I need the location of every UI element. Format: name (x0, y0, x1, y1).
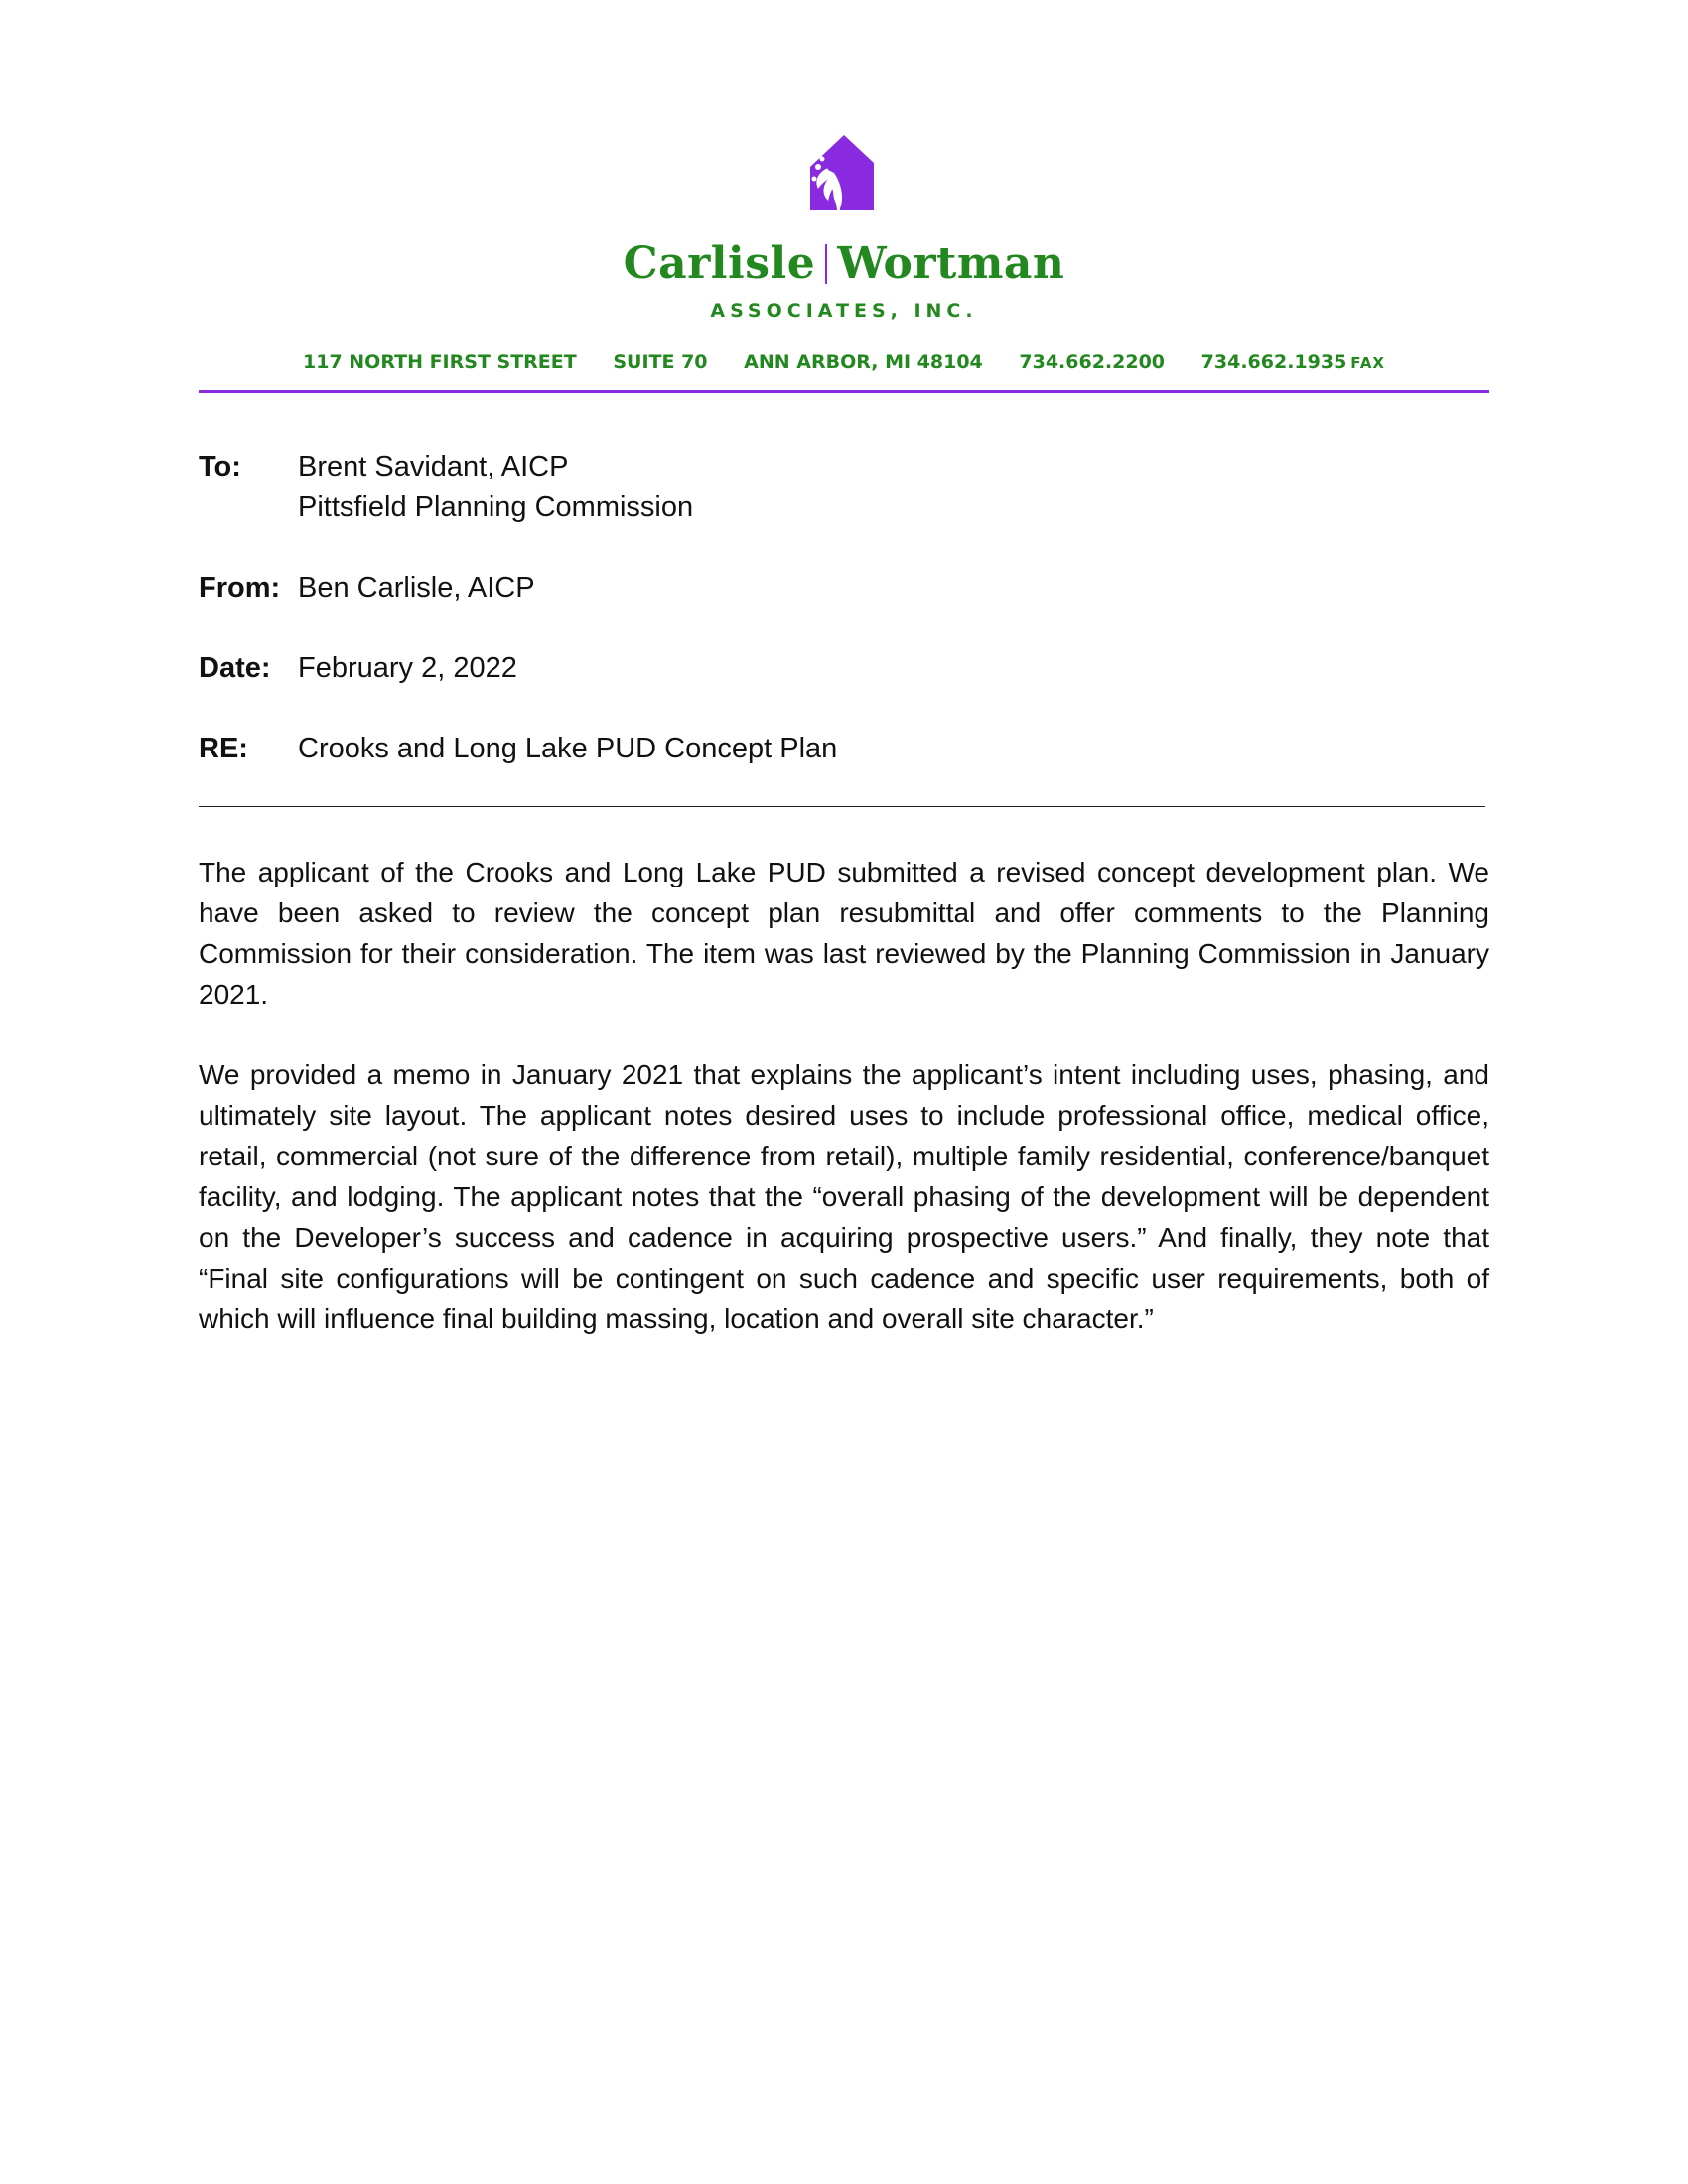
company-name (0, 236, 1688, 292)
memo-re-row (199, 729, 1489, 773)
brand-right: Wortman (837, 238, 1065, 289)
body-paragraph-1: The applicant of the Crooks and Long Lake PUD submitted a revised concept development plan. We have been asked to review the concept plan resubmittal and offer comments to the Planning Commission for their consideration. The item was last reviewed by the Planning Commission in January 2021. (199, 857, 1489, 1010)
memo-date-value: February 2, 2022 (298, 652, 517, 684)
fax-number: 734.662.1935 (1200, 351, 1347, 373)
memo-to-recipient: Brent Savidant, AICP (298, 451, 569, 482)
address-city: ANN ARBOR, MI 48104 (744, 351, 983, 373)
memo-to-row (199, 447, 1489, 536)
memo-date-row (199, 648, 1489, 693)
company-address (199, 351, 1489, 373)
memo-to-organization: Pittsfield Planning Commission (298, 491, 694, 523)
address-street: 117 NORTH FIRST STREET (303, 351, 577, 373)
address-suite: SUITE 70 (613, 351, 708, 373)
memo-from-row (199, 568, 1489, 613)
memo-re-label: RE: (199, 733, 248, 764)
house-leaf-icon (804, 133, 876, 224)
brand-separator (825, 244, 827, 284)
memo-from-label: From: (199, 572, 281, 604)
memo-to-label: To: (199, 451, 241, 482)
brand-left: Carlisle (623, 238, 816, 289)
memo-date-label: Date: (199, 652, 271, 684)
letterhead-divider (199, 390, 1489, 393)
memo-header-divider (199, 806, 1485, 807)
company-suffix: ASSOCIATES, INC. (710, 300, 978, 322)
memo-from-value: Ben Carlisle, AICP (298, 572, 535, 604)
address-fax (1201, 351, 1385, 373)
fax-label: FAX (1350, 354, 1385, 372)
memo-re-value: Crooks and Long Lake PUD Concept Plan (298, 733, 838, 764)
body-paragraph-2: We provided a memo in January 2021 that explains the applicant’s intent including uses, phasing, and ultimately site layout. The applicant notes desired uses to include professional office, medical office, retail, commercial (not sure of the difference from retail), multiple family residential, conference/banquet facility, and lodging. The applicant notes that the “overall phasing of the development will be dependent on the Developer’s success and cadence in acquiring prospective users.” And finally, they note that “Final site configurations will be contingent on such cadence and specific user requirements, both of which will influence final building massing, location and overall site character.” (199, 1059, 1489, 1334)
address-phone: 734.662.2200 (1019, 351, 1166, 373)
